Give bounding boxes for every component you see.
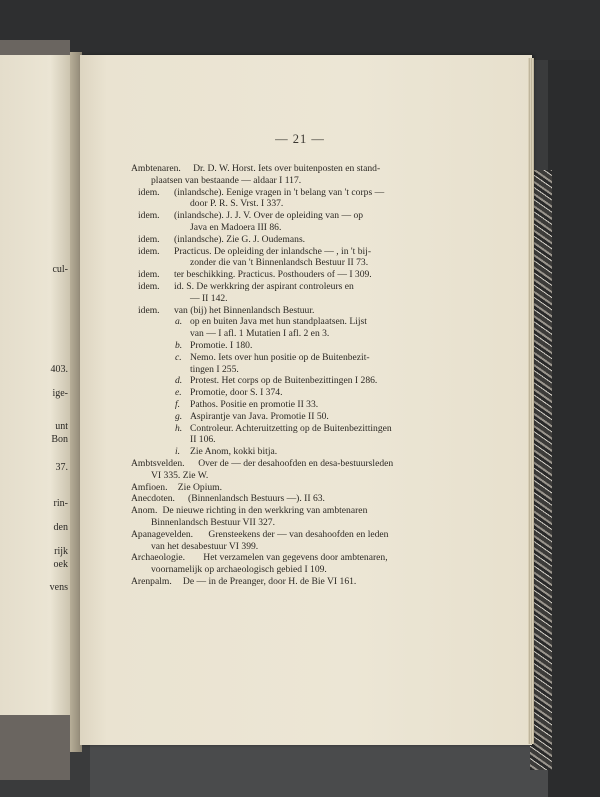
left-snippet: den — [53, 522, 68, 533]
entry-continuation: Java en Madoera III 86. — [190, 222, 282, 233]
entry-heading: Ambtenaren. — [131, 163, 181, 174]
entry-text: (Binnenlandsch Bestuurs —). II 63. — [188, 493, 325, 505]
entry-heading: idem. — [138, 210, 160, 222]
entry-text: Aspirantje van Java. Promotie II 50. — [190, 410, 329, 422]
entry-heading: idem. — [138, 186, 160, 198]
entry-subletter: h. — [175, 422, 183, 434]
entry-text: Protest. Het corps op de Buitenbezittingen I 286. — [190, 375, 378, 387]
entry-continuation: — II 142. — [190, 292, 228, 304]
left-snippet: ige- — [52, 388, 68, 399]
entry-text: Het verzamelen van gegevens door ambtenaren, — [203, 552, 388, 564]
left-snippet: rin- — [53, 498, 68, 509]
entry-subletter: d. — [175, 375, 183, 387]
entry-heading: idem. — [138, 281, 160, 292]
entry-heading: idem. — [138, 304, 160, 316]
entry-text: Grensteekens der — van desahoofden en leden — [208, 528, 389, 540]
entry-text: Zie Anom, kokki bitja. — [190, 446, 278, 458]
entry-heading: Archaeologie. — [131, 552, 186, 564]
entry-text: Promotie. I 180. — [190, 340, 253, 351]
entry-continuation: plaatsen van bestaande — aldaar I 117. — [151, 174, 302, 186]
entry-continuation: II 106. — [190, 434, 216, 446]
entry-text: Promotie, door S. I 374. — [190, 387, 283, 399]
left-snippet: Bon — [51, 434, 68, 445]
entry-heading: Ambtsvelden. — [131, 458, 185, 469]
entry-continuation: door P. R. S. Vrst. I 337. — [190, 198, 284, 210]
entry-subletter: c. — [175, 351, 182, 363]
entry-text: Over de — der desahoofden en desa-bestuursleden — [198, 458, 394, 469]
entry-subletter: e. — [175, 387, 182, 399]
left-snippet: 403. — [50, 364, 68, 375]
left-snippet: unt — [55, 421, 68, 432]
entry-continuation: Binnenlandsch Bestuur VII 327. — [151, 517, 275, 528]
entry-heading: Amfioen. — [131, 481, 168, 493]
entry-text: Dr. D. W. Horst. Iets over buitenposten en stand- — [193, 163, 381, 174]
entry-continuation: VI 335. Zie W. — [151, 469, 209, 481]
entry-text: De — in de Preanger, door H. de Bie VI 161. — [182, 576, 357, 587]
entry-heading: idem. — [138, 233, 160, 245]
entry-heading: Anom. — [131, 505, 158, 517]
entry-text: (inlandsche). Zie G. J. Oudemans. — [174, 233, 306, 245]
entry-subletter: a. — [175, 316, 183, 328]
entry-text: id. S. De werkkring der aspirant controleurs en — [174, 281, 354, 292]
entry-continuation: van het desabestuur VI 399. — [151, 540, 259, 552]
entry-continuation: voornamelijk op archaeologisch gebied I 109. — [151, 564, 327, 576]
entry-heading: Anecdoten. — [131, 493, 175, 505]
entry-subletter: i. — [175, 446, 181, 458]
entry-text: Zie Opium. — [177, 481, 223, 493]
entry-text: op en buiten Java met hun standplaatsen. Lijst — [190, 316, 367, 328]
entry-continuation: tingen I 255. — [190, 363, 239, 375]
left-snippet: rijk — [54, 546, 68, 557]
entry-heading: Arenpalm. — [131, 576, 172, 587]
entry-text: De nieuwe richting in den werkkring van ambtenaren — [162, 505, 368, 517]
entry-text: (inlandsche). Eenige vragen in 't belang van 't corps — — [174, 186, 385, 198]
entry-subletter: g. — [175, 410, 183, 422]
entry-subletter: b. — [175, 340, 183, 351]
entry-text: Practicus. De opleiding der inlandsche — , in 't bij- — [174, 245, 372, 257]
left-snippet: oek — [53, 559, 68, 570]
left-snippet: 37. — [55, 462, 68, 473]
left-snippet: cul- — [52, 264, 68, 275]
entry-continuation: zonder die van 't Binnenlandsch Bestuur II 73. — [190, 257, 369, 269]
entry-heading: idem. — [138, 245, 160, 257]
entry-text: van (bij) het Binnenlandsch Bestuur. — [174, 304, 315, 316]
entry-heading: idem. — [138, 269, 160, 281]
entry-text: Pathos. Positie en promotie II 33. — [190, 399, 319, 410]
left-snippet: vens — [49, 582, 68, 593]
entry-continuation: van — I afl. 1 Mutatien I afl. 2 en 3. — [190, 328, 330, 340]
entry-text: Controleur. Achteruitzetting op de Buitenbezittingen — [190, 422, 392, 434]
entry-subletter: f. — [175, 399, 181, 410]
entry-heading: Apanagevelden. — [131, 528, 194, 540]
page-number: — 21 — — [275, 132, 325, 146]
entry-text: Nemo. Iets over hun positie op de Buitenbezit- — [190, 351, 370, 363]
entry-text: (inlandsche). J. J. V. Over de opleiding van — op — [174, 210, 364, 222]
entry-text: ter beschikking. Practicus. Posthouders of — I 309. — [174, 269, 372, 281]
